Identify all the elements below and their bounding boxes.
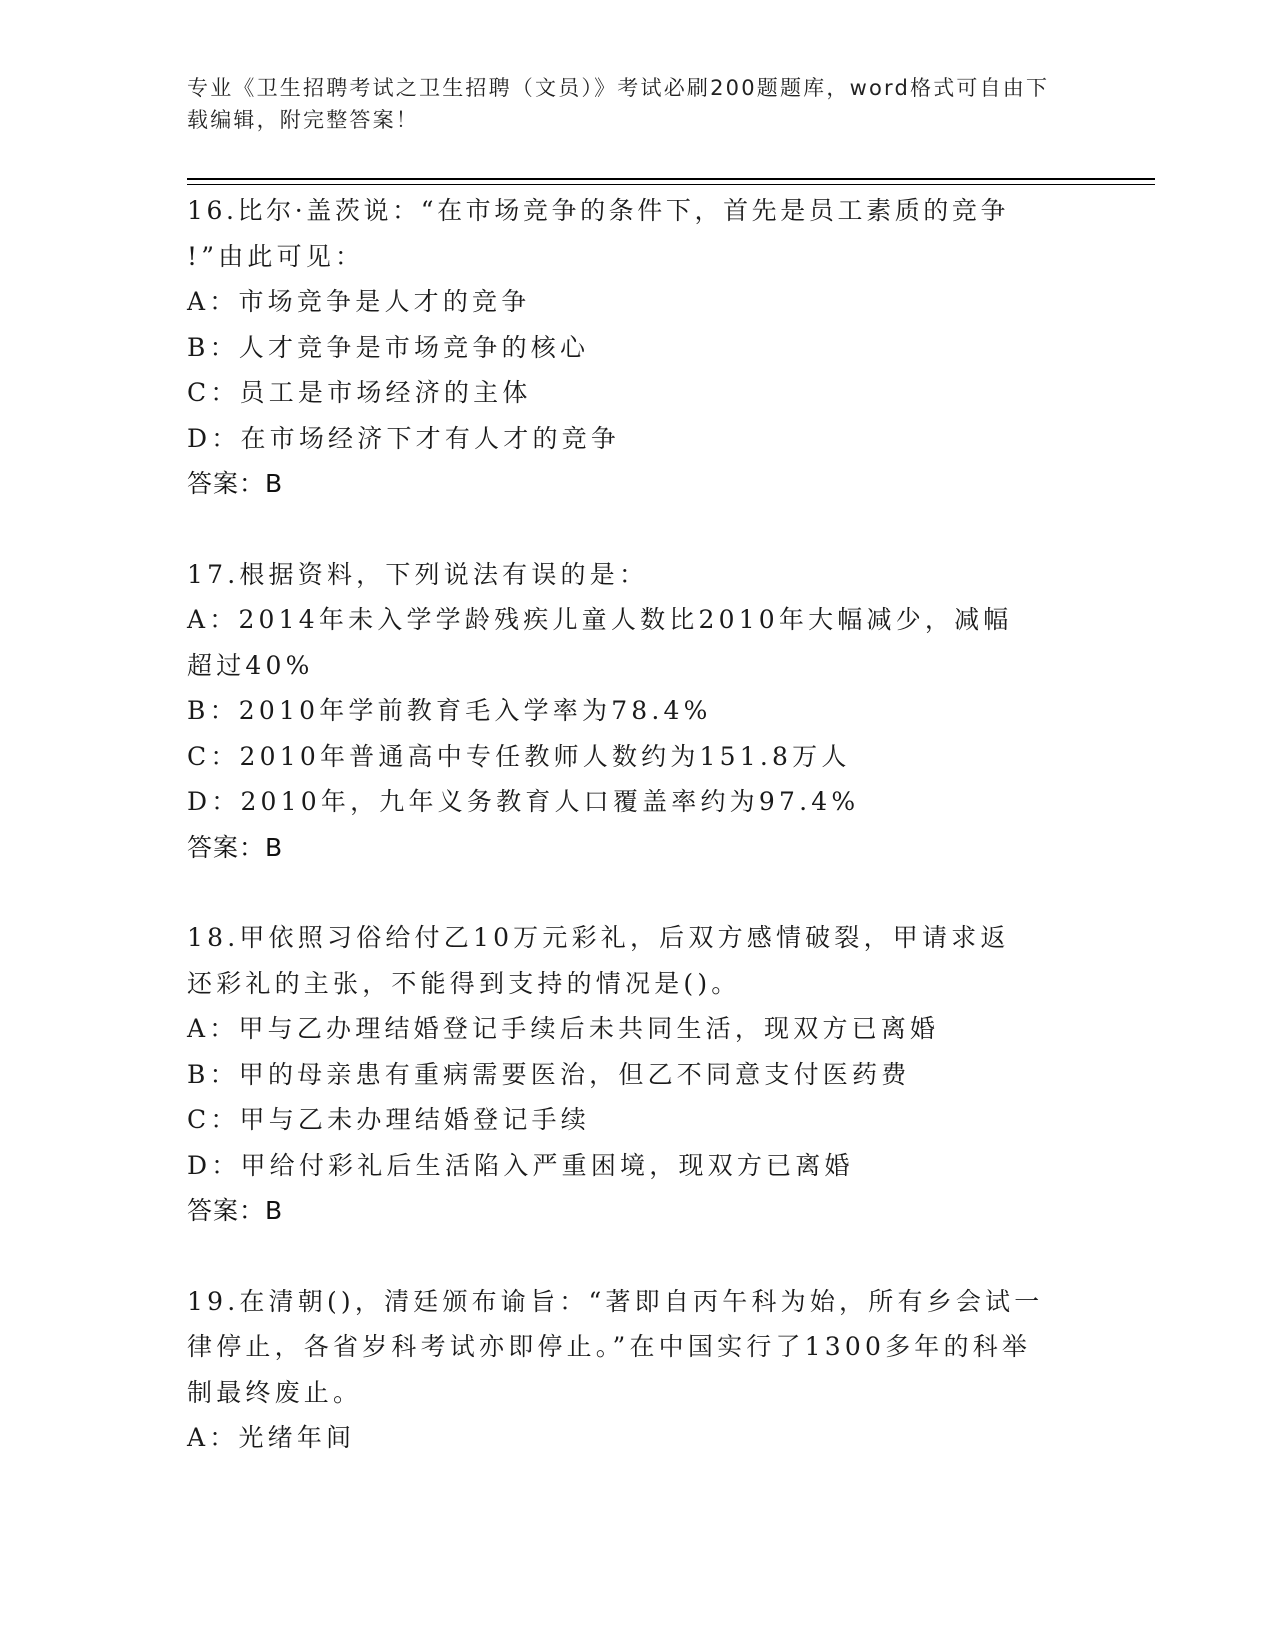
question-18 (187, 915, 1087, 1234)
question-stem: 17.根据资料，下列说法有误的是： (187, 559, 649, 589)
option-c: C：甲与乙未办理结婚登记手续 (187, 1105, 590, 1134)
option-d: D：在市场经济下才有人才的竞争 (187, 423, 621, 453)
option-c: C：员工是市场经济的主体 (187, 378, 532, 407)
option-b: B：甲的母亲患有重病需要医治，但乙不同意支付医药费 (187, 1059, 911, 1089)
option-a: A：光绪年间 (187, 1423, 356, 1452)
option-d: D：甲给付彩礼后生活陷入严重困境，现双方已离婚 (187, 1150, 854, 1180)
question-list (187, 188, 1087, 1506)
answer: 答案：B (187, 469, 284, 498)
option-d: D：2010年，九年义务教育人口覆盖率约为97.4% (187, 787, 860, 816)
question-stem: 18.甲依照习俗给付乙10万元彩礼，后双方感情破裂，甲请求返还彩礼的主张，不能得到支持的情况是()。 (187, 923, 1010, 998)
question-stem: 16.比尔·盖茨说：“在市场竞争的条件下，首先是员工素质的竞争 (187, 196, 1010, 225)
answer: 答案：B (187, 1196, 284, 1225)
option-a: A：2014年未入学学龄残疾儿童人数比2010年大幅减少，减幅超过40% (187, 605, 1013, 680)
answer: 答案：B (187, 832, 284, 862)
question-19 (187, 1279, 1087, 1461)
header-divider-thick (187, 178, 1155, 180)
document-header: 专业《卫生招聘考试之卫生招聘（文员）》考试必刷200题题库，word格式可自由下载编辑，附完整答案！ (187, 76, 1050, 132)
option-b: B：2010年学前教育毛入学率为78.4% (187, 696, 712, 725)
question-stem-continued: !”由此可见： (187, 241, 365, 271)
question-stem: 19.在清朝()，清廷颁布谕旨：“著即自丙午科为始，所有乡会试一律停止，各省岁科考试亦即停止。”在中国实行了1300多年的科举制最终废止。 (187, 1286, 1044, 1407)
option-c: C：2010年普通高中专任教师人数约为151.8万人 (187, 741, 851, 771)
option-a: A：市场竞争是人才的竞争 (187, 287, 531, 316)
option-a: A：甲与乙办理结婚登记手续后未共同生活，现双方已离婚 (187, 1014, 940, 1043)
header-divider-thin (187, 184, 1155, 185)
question-17 (187, 552, 1087, 871)
option-b: B：人才竞争是市场竞争的核心 (187, 332, 590, 362)
question-16 (187, 188, 1087, 507)
